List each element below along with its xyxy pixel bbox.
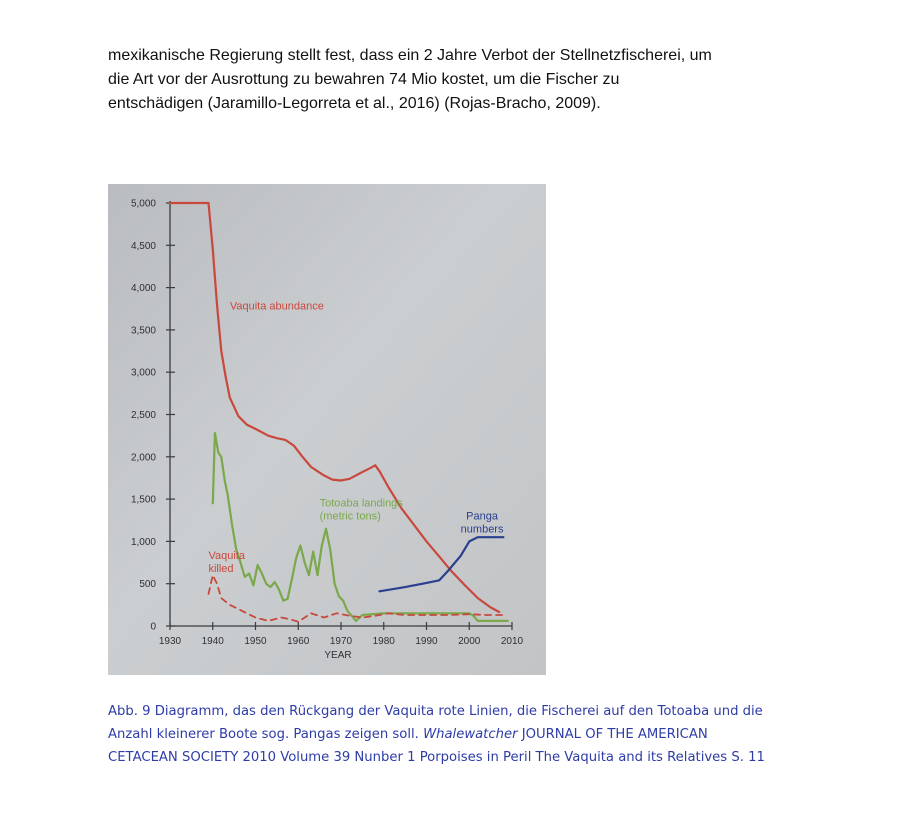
series-label-line: Vaquita <box>208 550 245 563</box>
vaquita-chart <box>108 184 546 675</box>
paragraph-line: entschädigen (Jaramillo-Legorreta et al., 2016) (Rojas-Bracho, 2009). <box>108 95 601 112</box>
series-label-line: numbers <box>460 523 504 536</box>
y-tick-label: 2,000 <box>130 452 156 464</box>
series-label-line: killed <box>208 563 234 576</box>
x-tick-label: 1940 <box>201 636 224 647</box>
paragraph-line: die Art vor der Ausrottung zu bewahren 74 Mio kostet, um die Fischer zu <box>108 71 620 88</box>
y-tick-label: 4,000 <box>130 283 156 295</box>
x-tick-label: 1980 <box>372 636 395 647</box>
caption-line-1: Abb. 9 Diagramm, das den Rückgang der Vaquita rote Linien, die Fischerei auf den Totoaba und die <box>108 704 763 719</box>
y-tick-label: 1,500 <box>130 494 156 506</box>
y-tick-label: 4,500 <box>130 240 156 252</box>
x-tick-label: 1970 <box>329 636 353 647</box>
x-tick-label: 1930 <box>158 636 182 647</box>
caption-text: Anzahl kleinerer Boote sog. Pangas zeigen soll. <box>108 727 424 742</box>
x-tick-label: 2010 <box>500 636 524 647</box>
series-label-line: Panga <box>466 510 498 523</box>
caption-line-2 <box>108 723 828 746</box>
x-tick-label: 1960 <box>287 636 310 647</box>
series-label <box>230 301 324 313</box>
series-label-line: (metric tons) <box>319 510 381 523</box>
series-label <box>461 510 504 535</box>
x-axis-label: YEAR <box>324 650 352 661</box>
y-tick-label: 2,500 <box>130 410 156 421</box>
x-tick-label: 1950 <box>244 636 267 647</box>
caption-text: JOURNAL OF THE AMERICAN <box>517 727 708 742</box>
y-tick-label: 3,000 <box>130 367 156 379</box>
x-tick-label: 1990 <box>415 636 438 647</box>
y-tick-label: 5,000 <box>130 198 156 210</box>
series-label-line: Vaquita abundance <box>229 300 324 313</box>
body-paragraph <box>108 44 828 116</box>
series-label-line: Totoaba landings <box>319 497 403 510</box>
caption-line-3: CETACEAN SOCIETY 2010 Volume 39 Nunber 1 Porpoises in Peril The Vaquita and its Relatives S. 11 <box>108 750 765 765</box>
y-tick-label: 3,500 <box>130 325 156 337</box>
y-tick-label: 1,000 <box>130 536 156 548</box>
photo-background <box>108 184 546 675</box>
figure-caption <box>108 700 828 769</box>
y-tick-label: 500 <box>139 579 156 591</box>
paragraph-line: mexikanische Regierung stellt fest, dass ein 2 Jahre Verbot der Stellnetzfischerei, um <box>108 47 712 64</box>
chart-photo <box>108 184 546 675</box>
journal-title: Whalewatcher <box>423 727 518 742</box>
x-tick-label: 2000 <box>458 636 481 647</box>
y-tick-label: 0 <box>150 621 156 633</box>
